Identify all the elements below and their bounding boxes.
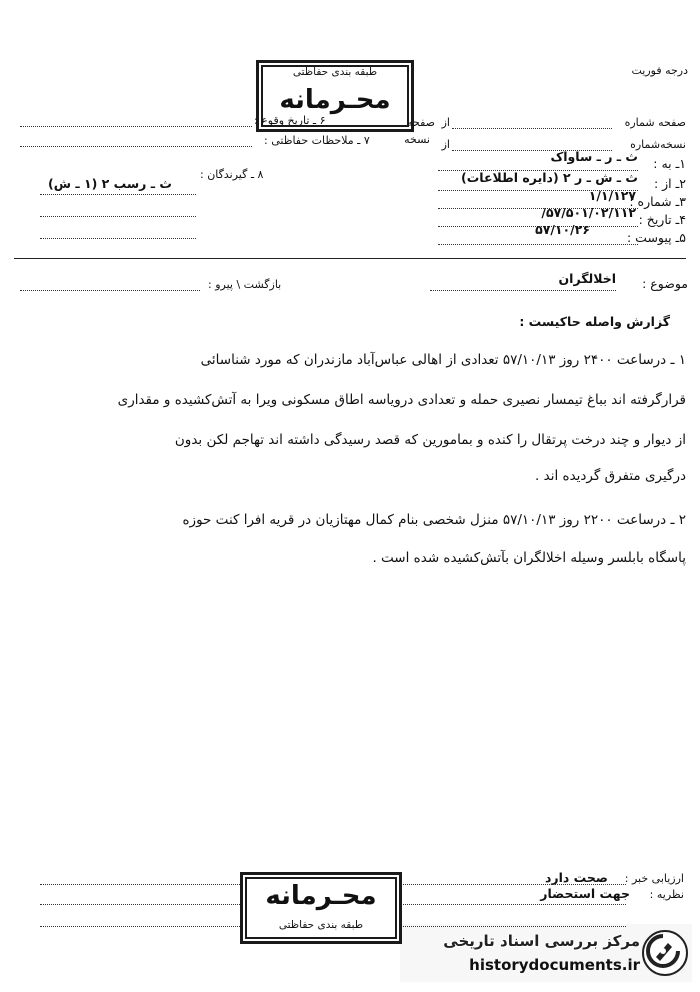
recipients-value: ث ـ رسب ۲ (۱ ـ ش) — [48, 176, 172, 191]
copy-count-label: نسخه‌شماره — [630, 138, 686, 151]
recipients-line-3 — [40, 238, 196, 239]
protection-notes-field — [20, 146, 252, 147]
subject-field — [430, 290, 616, 291]
evaluation-label: ارزیابی خبر : — [624, 872, 684, 885]
header-divider — [14, 258, 686, 259]
evaluation-value: صحت دارد — [545, 870, 608, 885]
return-label: بازگشت \ پیرو : — [208, 278, 282, 291]
copy-label: نسخه — [404, 133, 430, 146]
opinion-value: جهت استحضار — [540, 886, 630, 901]
page-count-field — [452, 128, 612, 129]
copy-from-label: از — [441, 138, 450, 151]
subject-value: اخلالگران — [558, 271, 616, 286]
attachment-label: ۵ـ پیوست : — [627, 230, 686, 245]
archive-logo-icon — [642, 930, 688, 976]
watermark — [400, 924, 692, 982]
attachment-field — [438, 244, 638, 245]
stamp-caption: طبقه بندی حفاظتی — [278, 919, 364, 931]
from-label: از — [441, 116, 450, 129]
watermark-name: مرکز بررسی اسناد تاریخی — [443, 932, 640, 950]
to-label: ۱ـ به : — [653, 156, 686, 171]
recipients-line-1 — [40, 194, 196, 195]
body-p1-line4: درگیری متفرق گردیده اند . — [535, 468, 686, 484]
body-p2-line1: ۲ ـ درساعت ۲۲۰۰ روز ۵۷/۱۰/۱۳ منزل شخصی بنام کمال مهتازیان در قریه افرا کنت حوزه — [182, 512, 686, 528]
origin-label: ۲ـ از : — [653, 176, 686, 191]
body-p1-line1: ۱ ـ درساعت ۲۴۰۰ روز ۵۷/۱۰/۱۳ تعدادی از اهالی عباس‌آباد مازندران که مورد شناسائی — [200, 352, 686, 368]
number-label: ۳ـ شماره : — [629, 194, 686, 209]
return-field — [20, 290, 200, 291]
number-value: ۱/۱/۱۲۷ — [588, 188, 636, 203]
stamp-text: محـرمانه — [265, 881, 377, 911]
page-label: صفحه — [407, 116, 435, 129]
protection-notes-label: ۷ ـ ملاحظات حفاظتی : — [264, 134, 370, 147]
date-event-label: ۶ ـ تاریخ وقوع : — [254, 114, 326, 127]
date-value: ۵۷/۵۰۱/۰۲/۱۱۲/ — [541, 205, 636, 220]
watermark-url: historydocuments.ir — [469, 956, 640, 974]
greeting: گزارش واصله حاکیست : — [519, 314, 670, 329]
subject-label: موضوع : — [642, 276, 688, 291]
body-p1-line3: از دیوار و چند درخت پرتقال را کنده و بمامورین که قصد رسیدگی داشته اند تهاجم لکن بدون — [174, 432, 686, 448]
date-event-field — [20, 126, 252, 127]
stamp-caption: طبقه بندی حفاظتی — [292, 66, 378, 78]
date-label: ۴ـ تاریخ : — [638, 212, 686, 227]
body-p2-line2: پاسگاه بابلسر وسیله اخلالگران بآتش‌کشیده شده است . — [372, 550, 686, 566]
recipients-label: ۸ ـ گیرندگان : — [200, 168, 264, 181]
attachment-value: ۵۷/۱۰/۲۶ — [535, 222, 590, 237]
classification-stamp-bottom — [240, 872, 402, 944]
stamp-text: محـرمانه — [279, 85, 391, 115]
page-count-label: صفحه شماره — [624, 116, 686, 129]
recipients-line-2 — [40, 216, 196, 217]
priority-label: درجه فوریت — [631, 64, 688, 77]
origin-value: ث ـ ش ـ ر ۲ (دایره اطلاعات) — [461, 170, 638, 185]
opinion-label: نظریه : — [649, 888, 684, 901]
to-value: ث ـ ر ـ ساواک — [550, 149, 638, 164]
body-p1-line2: قرارگرفته اند بباغ تیمسار نصیری حمله و تعدادی درویاسه اطاق مسکونی ویرا به آتش‌کشیده و مقداری — [117, 392, 686, 408]
